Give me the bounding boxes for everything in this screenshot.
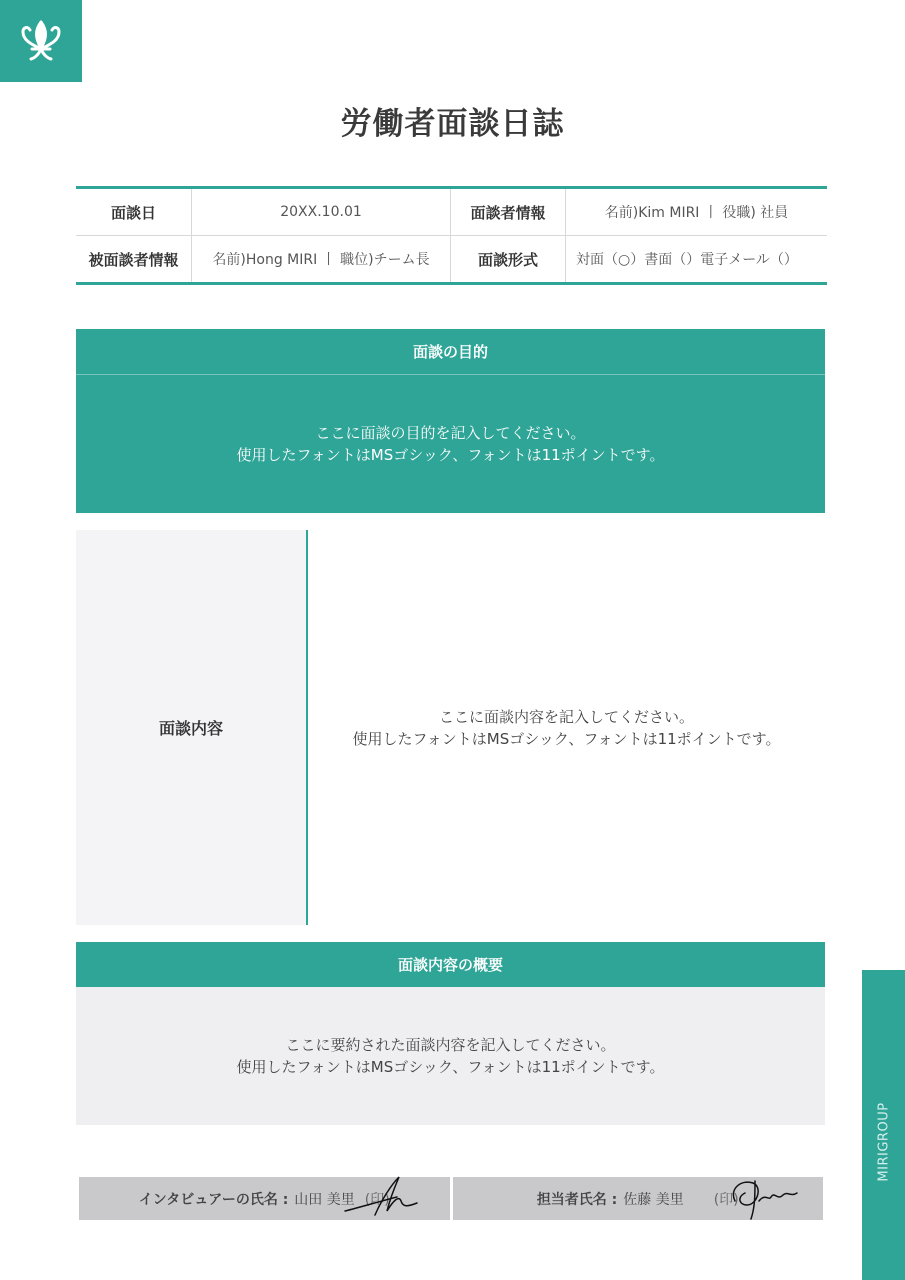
summary-text[interactable] bbox=[76, 987, 825, 1125]
purpose-heading: 面談の目的 bbox=[76, 329, 825, 375]
interviewer-value: 名前)Kim MIRI 丨 役職) 社員 bbox=[566, 188, 828, 236]
interviewer-name: 山田 美里 bbox=[294, 1191, 355, 1208]
interviewer-label: 面談者情報 bbox=[451, 188, 566, 236]
format-label: 面談形式 bbox=[451, 236, 566, 284]
interviewee-label: 被面談者情報 bbox=[76, 236, 192, 284]
side-tab-label: MIRIGROUP bbox=[876, 1102, 891, 1182]
format-value: 対面（○）書面（）電子メール（） bbox=[576, 252, 798, 268]
interviewer-signature bbox=[341, 1171, 421, 1223]
info-table bbox=[76, 186, 827, 285]
summary-line-1: ここに要約された面談内容を記入してください。 bbox=[285, 1036, 616, 1054]
purpose-text[interactable] bbox=[76, 375, 825, 513]
content-line-1: ここに面談内容を記入してください。 bbox=[438, 707, 694, 726]
manager-signature-cell[interactable] bbox=[453, 1177, 824, 1220]
interviewer-signature-label: インタビュアーの氏名 : bbox=[138, 1191, 289, 1208]
purpose-line-2: 使用したフォントはMSゴシック、フォントは11ポイントです。 bbox=[236, 446, 665, 464]
interviewer-signature-cell[interactable] bbox=[79, 1177, 450, 1220]
table-row bbox=[76, 188, 827, 236]
interviewer-seal: (印) bbox=[364, 1191, 390, 1208]
purpose-section bbox=[76, 329, 825, 513]
page-title: 労働者面談日誌 bbox=[340, 106, 565, 142]
content-label: 面談内容 bbox=[76, 530, 308, 925]
table-row bbox=[76, 236, 827, 284]
summary-heading: 面談内容の概要 bbox=[76, 942, 825, 987]
date-label: 面談日 bbox=[76, 188, 192, 236]
side-tab bbox=[862, 970, 905, 1280]
content-line-2: 使用したフォントはMSゴシック、フォントは11ポイントです。 bbox=[352, 729, 781, 748]
purpose-line-1: ここに面談の目的を記入してください。 bbox=[315, 424, 586, 442]
date-value: 20XX.10.01 bbox=[192, 188, 451, 236]
content-text[interactable] bbox=[308, 530, 825, 925]
manager-signature-label: 担当者氏名 : bbox=[536, 1191, 618, 1208]
interviewee-value: 名前)Hong MIRI 丨 職位)チーム長 bbox=[192, 236, 451, 284]
manager-signature bbox=[725, 1171, 807, 1223]
summary-line-2: 使用したフォントはMSゴシック、フォントは11ポイントです。 bbox=[236, 1058, 665, 1076]
fleur-de-lis-icon bbox=[15, 18, 67, 64]
manager-name: 佐藤 美里 bbox=[623, 1191, 684, 1208]
logo bbox=[0, 0, 82, 82]
signature-bar bbox=[79, 1177, 823, 1220]
manager-seal: (印) bbox=[713, 1191, 739, 1208]
